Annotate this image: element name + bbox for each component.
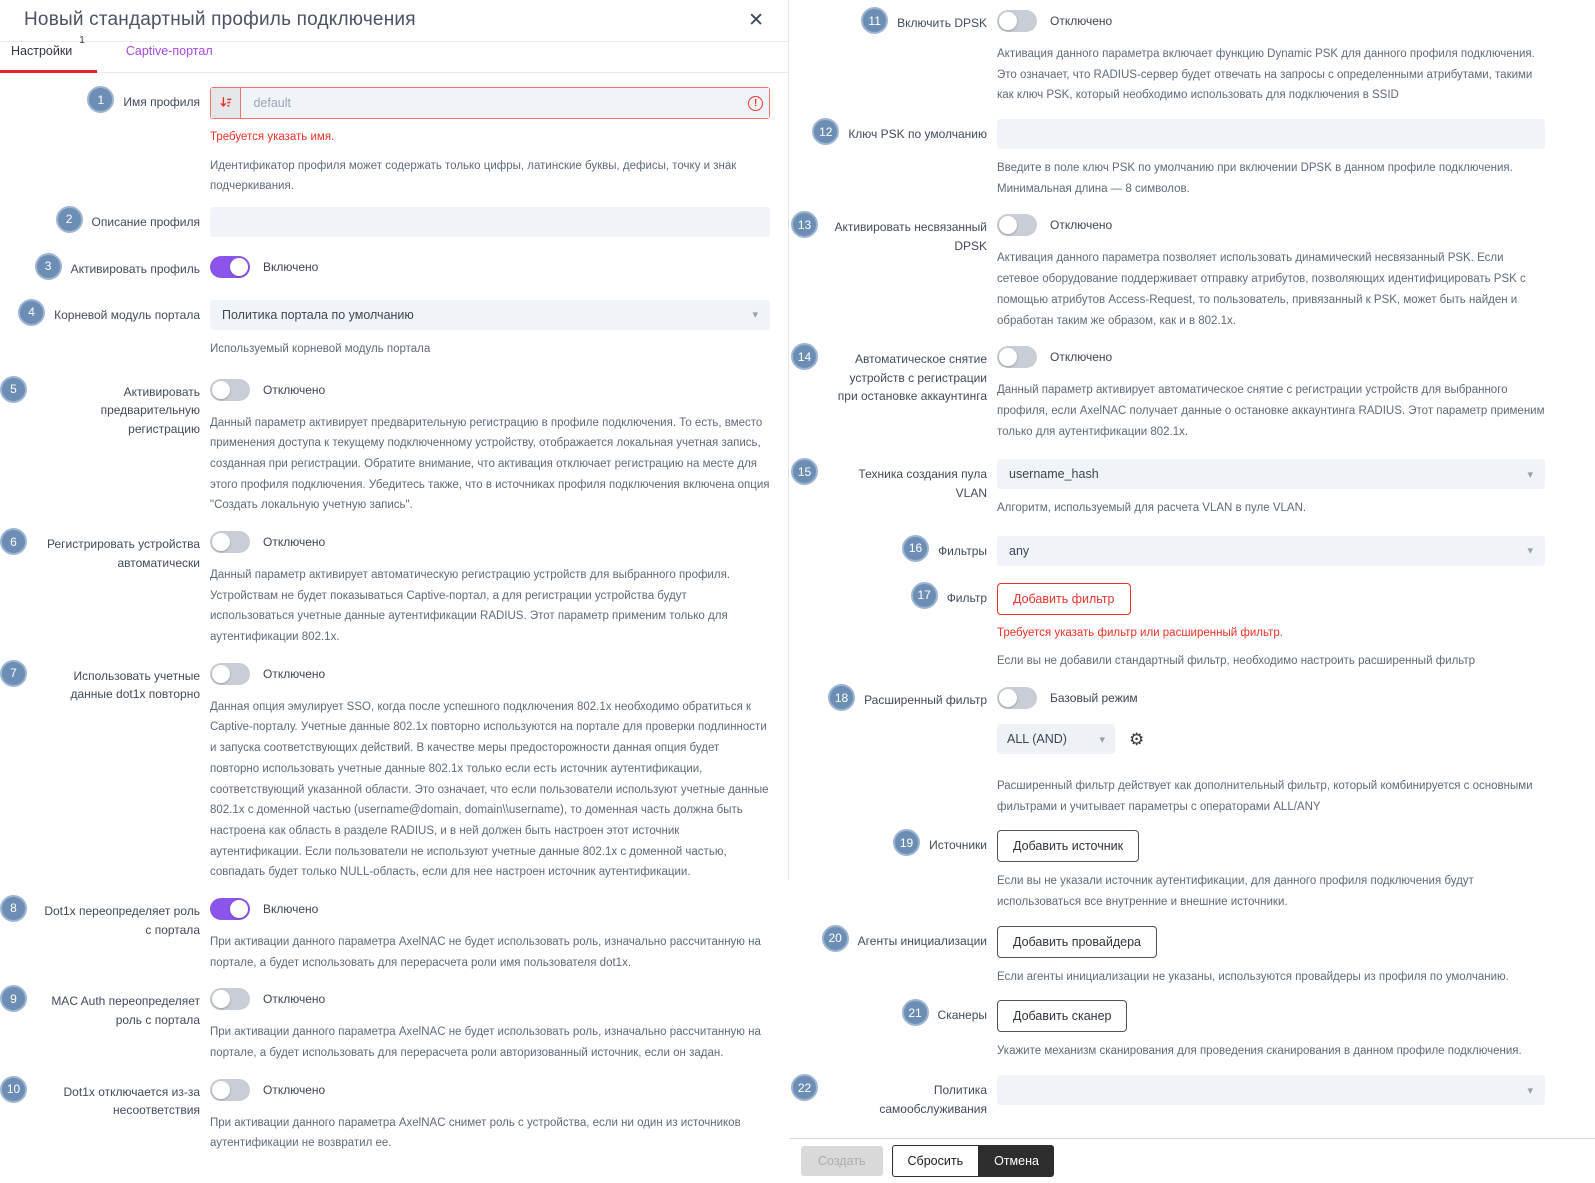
scanners-label: Сканеры	[937, 1008, 987, 1023]
close-icon[interactable]: ✕	[748, 9, 764, 31]
add-filter-button[interactable]: Добавить фильтр	[997, 583, 1131, 615]
field-self-service-policy	[791, 1075, 1545, 1118]
toggle-pre-registration[interactable]	[210, 379, 250, 401]
profile-description-input[interactable]	[210, 207, 770, 237]
dot1x-overrides-role-label: Dot1x переопределяет роль с портала	[44, 903, 200, 937]
step-badge-12: 12	[812, 118, 839, 145]
tab-captive-label: Captive-портал	[125, 44, 213, 59]
toggle-state-label: Отключено	[263, 1082, 326, 1097]
profile-name-input-group	[210, 87, 770, 119]
toggle-reuse-dot1x[interactable]	[210, 663, 250, 685]
field-default-psk-key	[791, 119, 1545, 199]
step-badge-17: 17	[911, 582, 938, 609]
toggle-state-label: Включено	[263, 901, 319, 916]
macauth-overrides-role-label: MAC Auth переопределяет роль с портала	[51, 994, 200, 1027]
field-scanners	[791, 1000, 1545, 1062]
profile-name-help: Идентификатор профиля может содержать только цифры, латинские буквы, дефисы, точку и знак подчеркивания.	[210, 159, 737, 193]
toggle-advanced-filter[interactable]	[997, 687, 1037, 709]
default-psk-key-help: Введите в поле ключ PSK по умолчанию при включении DPSK в данном профиле подключения. Минимальная длина — 8 символов.	[997, 162, 1513, 195]
toggle-enable-dpsk[interactable]	[997, 10, 1037, 32]
profile-description-label: Описание профиля	[91, 214, 200, 229]
toggle-dot1x-unset-role[interactable]	[210, 1079, 250, 1101]
sort-icon[interactable]	[211, 88, 241, 118]
chevron-down-icon: ▾	[1527, 545, 1533, 558]
step-badge-19: 19	[893, 829, 920, 856]
field-auto-deregister	[791, 344, 1545, 442]
field-dot1x-overrides-role	[0, 896, 770, 973]
step-badge-5: 5	[0, 376, 27, 403]
enable-dpsk-label: Включить DPSK	[897, 16, 987, 30]
toggle-state-label: Включено	[263, 259, 319, 274]
step-badge-7: 7	[0, 660, 27, 687]
vlan-pool-technique-label: Техника создания пула VLAN	[858, 467, 987, 500]
self-service-policy-select[interactable]	[997, 1075, 1545, 1105]
select-value: ALL (AND)	[1007, 732, 1067, 747]
field-advanced-filter	[791, 685, 1545, 817]
toggle-state-label: Отключено	[263, 535, 326, 550]
unbound-dpsk-label: Активировать несвязанный DPSK	[834, 220, 987, 254]
filter-help: Если вы не добавили стандартный фильтр, необходимо настроить расширенный фильтр	[997, 655, 1476, 668]
scanners-help: Укажите механизм сканирования для проведения сканирования в данном профиле подключения.	[997, 1045, 1522, 1058]
tab-bar	[0, 35, 788, 73]
tab-settings-label: Настройки	[11, 44, 73, 59]
step-badge-8: 8	[0, 895, 27, 922]
profile-name-error: Требуется указать имя.	[210, 131, 335, 144]
filter-error: Требуется указать фильтр или расширенный фильтр.	[997, 626, 1283, 639]
settings-form-left	[0, 73, 788, 1169]
unbound-dpsk-desc: Активация данного параметра позволяет использовать динамический несвязанный PSK. Если сетевое оборудование поддерживает отправку атрибутов, позволяющих идентифицировать PSK с помощью атрибутов Access-Request, то пользователь, привязанный к PSK, может быть найден и обработан таким же образом, как и в 802.1x.	[997, 252, 1526, 327]
step-badge-14: 14	[791, 343, 818, 370]
root-portal-module-help: Используемый корневой модуль портала	[210, 342, 431, 355]
root-portal-module-select[interactable]	[210, 300, 770, 330]
tab-settings-badge: 1	[79, 35, 85, 46]
dialog-header	[0, 0, 788, 42]
filter-label: Фильтр	[946, 590, 987, 605]
toggle-state-label: Отключено	[263, 666, 326, 681]
reuse-dot1x-label: Использовать учетные данные dot1x повторно	[70, 668, 200, 702]
pre-registration-desc: Данный параметр активирует предварительную регистрацию в профиле подключения. То есть, вместо применения доступа к текущему подключенному устройству, отображается локальная учетная запись, созданная при регистрации. Обратите внимание, что активация отключает регистрацию на месте для этого профиля подключения. Убедитесь также, что в источниках профиля подключения включена опция "Создать локальную учетную запись".	[210, 416, 770, 512]
field-activate-profile	[0, 254, 770, 280]
filters-select[interactable]	[997, 536, 1545, 566]
self-service-policy-label: Политика самообслуживания	[879, 1083, 987, 1116]
sources-label: Источники	[929, 838, 987, 853]
step-badge-1: 1	[87, 86, 114, 113]
toggle-dot1x-overrides-role[interactable]	[210, 898, 250, 920]
dot1x-unset-role-desc: При активации данного параметра AxelNAC снимет роль с устройства, если ни один из источников аутентификации не возвратил ее.	[210, 1116, 741, 1150]
step-badge-16: 16	[902, 535, 929, 562]
profile-name-label: Имя профиля	[123, 95, 200, 110]
step-badge-2: 2	[56, 206, 83, 233]
select-value: any	[1009, 543, 1030, 558]
select-value: username_hash	[1009, 467, 1099, 482]
toggle-auto-register-devices[interactable]	[210, 531, 250, 553]
filters-label: Фильтры	[938, 543, 987, 558]
auto-deregister-label: Автоматическое снятие устройств с регистрации при остановке аккаунтинга	[837, 352, 987, 404]
toggle-state-label: Отключено	[263, 992, 326, 1007]
reuse-dot1x-desc: Данная опция эмулирует SSO, когда после успешного подключения 802.1x необходимо обратиться к Captive-порталу. Учетные данные 802.1x повторно используются на портале для проверки подлинности и запуска соответствующих действий. В качестве меры предосторожности данная опция будет повторно использовать учетные данные 802.1x только если есть источник аутентификации, соответствующий указанной области. Это означает, что если пользователи используют учетные данные 802.1x с доменной частью (username@domain, domain\\username), то доменная часть должна быть настроена как область в разделе RADIUS, и в ней должен быть настроен этот источник аутентификации. Если пользователи не используют учетные данные 802.1x с доменной частью, совпадать будет только NULL-область, если для нее настроен источник аутентификации.	[210, 700, 769, 879]
create-button[interactable]: Создать	[801, 1146, 883, 1176]
field-profile-name	[0, 87, 770, 197]
dialog-footer	[789, 1138, 1595, 1183]
cancel-button[interactable]: Отмена	[979, 1145, 1054, 1177]
toggle-state-label: Базовый режим	[1050, 691, 1138, 706]
field-vlan-pool-technique	[791, 459, 1545, 519]
vlan-pool-technique-select[interactable]	[997, 459, 1545, 489]
macauth-overrides-role-desc: При активации данного параметра AxelNAC не будет использовать роль, изначально рассчитанную на портале, а будет использовать для перерасчета роли авторизованный источник, если он задан.	[210, 1026, 761, 1060]
profile-name-input[interactable]	[241, 88, 742, 118]
default-psk-key-label: Ключ PSK по умолчанию	[848, 127, 987, 142]
dot1x-overrides-role-desc: При активации данного параметра AxelNAC не будет использовать роль, изначально рассчитанную на портале, а будет использовать для перерасчета роли имя пользователя dot1x.	[210, 935, 761, 969]
chevron-down-icon: ▾	[752, 309, 758, 322]
vlan-pool-technique-help: Алгоритм, используемый для расчета VLAN в пуле VLAN.	[997, 502, 1307, 515]
add-provider-button[interactable]: Добавить провайдера	[997, 926, 1157, 958]
step-badge-20: 20	[822, 925, 849, 952]
toggle-auto-deregister[interactable]	[997, 346, 1037, 368]
toggle-state-label: Отключено	[1050, 350, 1113, 365]
step-badge-22: 22	[791, 1074, 818, 1101]
error-circle-icon: !	[742, 88, 769, 118]
field-macauth-overrides-role	[0, 986, 770, 1063]
auto-register-devices-label: Регистрировать устройства автоматически	[46, 537, 200, 570]
field-enable-dpsk	[791, 8, 1545, 106]
activate-profile-label: Активировать профиль	[70, 261, 200, 276]
field-reuse-dot1x	[0, 661, 770, 883]
auto-register-devices-desc: Данный параметр активирует автоматическую регистрацию устройств для выбранного профиля. Устройствам не будет показываться Captive-портал, а для регистрации устройства будут использоваться учетные данные аутентификации RADIUS. Этот параметр применим только для аутентификации 802.1x.	[210, 569, 730, 644]
auto-deregister-desc: Данный параметр активирует автоматическое снятие с регистрации устройств для выбранного профиля, если AxelNAC получает данные о остановке аккаунтинга RADIUS. Этот параметр применим только для аутентификации 802.1x.	[997, 384, 1545, 438]
sources-help: Если вы не указали источник аутентификации, для данного профиля подключения будут использоваться все внутренние и внешние источники.	[997, 875, 1474, 909]
toggle-activate-profile[interactable]	[210, 256, 250, 278]
tab-settings[interactable]	[0, 35, 97, 72]
toggle-state-label: Отключено	[263, 382, 326, 397]
tab-captive-portal[interactable]	[115, 44, 225, 72]
advanced-filter-label: Расширенный фильтр	[864, 693, 987, 708]
step-badge-6: 6	[0, 528, 27, 555]
field-provisioning-agents	[791, 926, 1545, 988]
field-root-portal-module	[0, 300, 770, 360]
dialog-right-pane	[789, 0, 1595, 1169]
advanced-filter-desc: Расширенный фильтр действует как дополнительный фильтр, который комбинируется с основными фильтрами и учитывает параметры с операторами ALL/ANY	[997, 780, 1533, 813]
field-unbound-dpsk	[791, 212, 1545, 331]
chevron-down-icon: ▾	[1099, 733, 1105, 746]
dot1x-unset-role-label: Dot1x отключается из-за несоответствия	[63, 1084, 200, 1118]
add-source-button[interactable]: Добавить источник	[997, 830, 1139, 862]
toggle-unbound-dpsk[interactable]	[997, 214, 1037, 236]
toggle-macauth-overrides-role[interactable]	[210, 988, 250, 1010]
field-profile-description	[0, 207, 770, 237]
default-psk-key-input[interactable]	[997, 119, 1545, 149]
field-dot1x-unset-role	[0, 1077, 770, 1154]
step-badge-15: 15	[791, 458, 818, 485]
toggle-state-label: Отключено	[1050, 218, 1113, 233]
advanced-filter-operator-select[interactable]	[997, 724, 1115, 754]
footer-button-group	[892, 1145, 1054, 1177]
step-badge-13: 13	[791, 211, 818, 238]
provisioning-agents-label: Агенты инициализации	[857, 933, 987, 948]
reset-button[interactable]: Сбросить	[892, 1145, 980, 1177]
dialog-left-pane	[0, 0, 789, 1150]
dialog-title: Новый стандартный профиль подключения	[24, 9, 416, 30]
step-badge-21: 21	[902, 999, 929, 1026]
root-portal-module-label: Корневой модуль портала	[54, 307, 200, 322]
field-pre-registration	[0, 377, 770, 516]
enable-dpsk-desc: Активация данного параметра включает функцию Dynamic PSK для данного профиля подключения. Это означает, что RADIUS-сервер будет отвечать на запросы с определенными атрибутами, такими как ключ PSK, который необходимо использовать для подключения в SSID	[997, 48, 1535, 102]
pre-registration-label: Активировать предварительную регистрацию	[100, 384, 200, 436]
step-badge-18: 18	[828, 684, 855, 711]
field-filter	[791, 583, 1545, 672]
chevron-down-icon: ▾	[1527, 1084, 1533, 1097]
active-tab-underline	[0, 70, 97, 73]
step-badge-10: 10	[0, 1076, 27, 1103]
chevron-down-icon: ▾	[1527, 468, 1533, 481]
step-badge-9: 9	[0, 985, 27, 1012]
step-badge-11: 11	[861, 7, 888, 34]
field-filters	[791, 536, 1545, 566]
toggle-state-label: Отключено	[1050, 14, 1113, 28]
field-sources	[791, 830, 1545, 912]
step-badge-3: 3	[35, 253, 62, 280]
select-value: Политика портала по умолчанию	[222, 307, 414, 322]
step-badge-4: 4	[18, 299, 45, 326]
provisioning-agents-help: Если агенты инициализации не указаны, используются провайдеры из профиля по умолчанию.	[997, 970, 1509, 983]
gear-icon[interactable]: ⚙	[1129, 729, 1145, 749]
add-scanner-button[interactable]: Добавить сканер	[997, 1000, 1127, 1032]
field-auto-register-devices	[0, 529, 770, 648]
